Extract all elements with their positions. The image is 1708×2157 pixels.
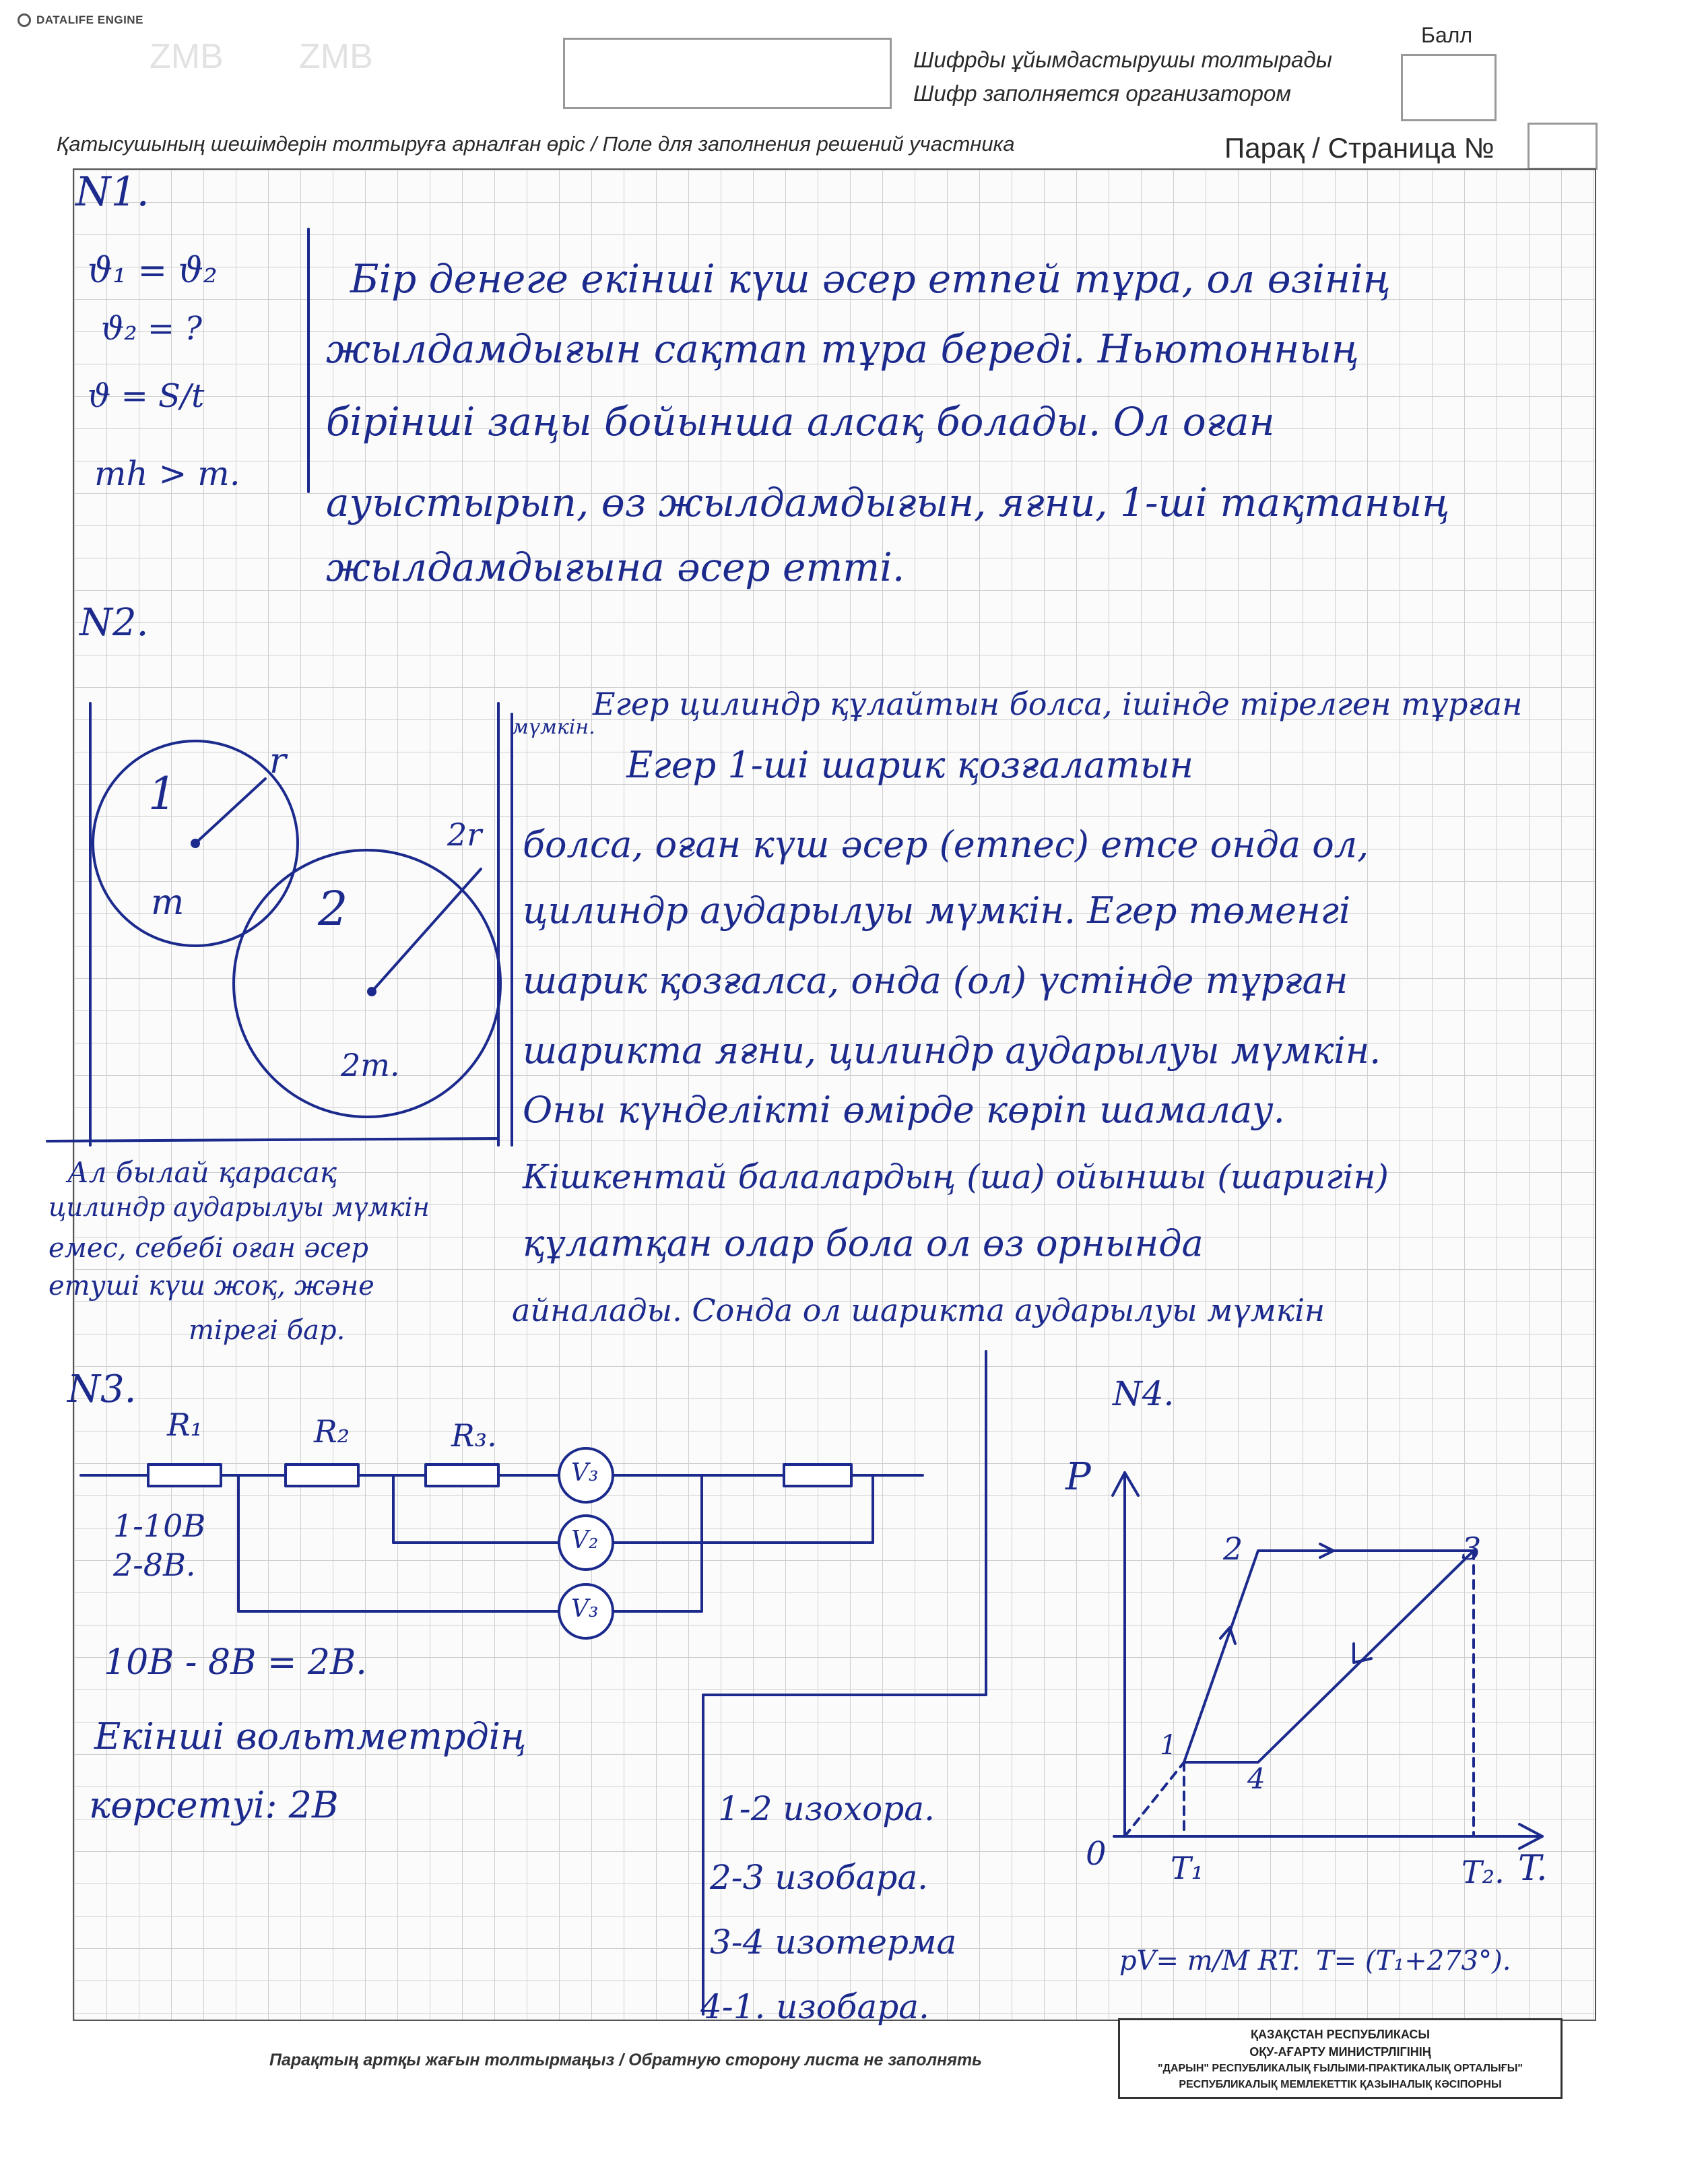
ball-2-center (368, 988, 375, 995)
axis-p-label: P (1065, 1455, 1091, 1499)
task1-given-3: ϑ = S/t (88, 377, 205, 415)
task2-answer-line-9: құлатқан олар бола ол өз орнында (523, 1222, 1204, 1264)
process-1-2: 1-2 изохора. (718, 1789, 935, 1828)
task1-given-1: ϑ₁ = ϑ₂ (88, 251, 218, 291)
task2-answer-line-7: Оны күнделікті өмірде көріп шамалау. (523, 1089, 1285, 1131)
task3-number: N3. (67, 1367, 137, 1411)
t2-label: T₂. (1461, 1854, 1505, 1890)
task2-left-note-2: цилиндр аударылуы мүмкін (48, 1192, 430, 1222)
task2-answer-line-1: Егер цилиндр құлайтын болса, ішінде тірелген тұрған (593, 686, 1523, 722)
ball-1-center (192, 840, 199, 847)
watermark-2: ZMB (299, 37, 373, 76)
resistor-r3 (426, 1464, 498, 1486)
task1-answer-line-1: Бір денеге екінші күш әсер етпей тұра, ол өзінің (350, 256, 1391, 302)
task3-answer-3: көрсетуі: 2В (89, 1784, 339, 1826)
ball-2-radius-label: 2r (447, 816, 482, 853)
origin-label: 0 (1086, 1835, 1107, 1873)
official-stamp: ҚАЗАҚСТАН РЕСПУБЛИКАСЫ ОҚУ-АҒАРТУ МИНИСТРЛІГІНІҢ "ДАРЫН" РЕСПУБЛИКАЛЫҚ ҒЫЛЫМИ-ПРАКТИКАЛЫҚ ОРТАЛЫҒЫ" РЕСПУБЛИКАЛЫҚ МЕМЛЕКЕТТІК ҚАЗЫНАЛЫҚ КӘСІПОРНЫ (1118, 2018, 1563, 2099)
task1-number: N1. (75, 168, 150, 216)
task2-answer-line-10: айналады. Сонда ол шарикта аударылуы мүмкін (512, 1292, 1325, 1328)
process-4-1: 4-1. изобара. (700, 1987, 929, 2026)
ball-1-label: 1 (148, 768, 176, 820)
resistor-r4 (784, 1464, 851, 1486)
task1-answer-line-3: бірінші заңы бойынша алсақ болады. Ол оған (326, 399, 1275, 445)
task1-answer-line-2: жылдамдығын сақтап тұра береді. Ньютонның (326, 326, 1359, 372)
task2-answer-line-6: шарикта яғни, цилиндр аударылуы мүмкін. (523, 1029, 1381, 1072)
ball-1-radius (195, 779, 265, 843)
point-4-label: 4 (1247, 1762, 1266, 1795)
point-2-label: 2 (1223, 1531, 1243, 1567)
process-2-3: 2-3 изобара. (710, 1858, 929, 1897)
resistor-r1 (148, 1464, 221, 1486)
task2-number: N2. (79, 601, 149, 645)
task2-answer-line-3: болса, оған күш әсер (етпес) етсе онда ол, (523, 823, 1369, 866)
task4-number: N4. (1113, 1374, 1175, 1413)
task2-left-note-3: емес, себебі оған әсер (48, 1233, 368, 1264)
point-3-label: 3 (1461, 1531, 1482, 1567)
resistor-r1-label: R₁ (167, 1407, 203, 1443)
task3-given-1: 1-10В (113, 1508, 206, 1544)
t1-label: T₁ (1171, 1850, 1204, 1886)
task2-answer-line-4: цилиндр аударылуы мүмкін. Егер төменгі (523, 889, 1351, 932)
back-side-note: Парақтың артқы жағын толтырмаңыз / Обратную сторону листа не заполнять (269, 2051, 983, 2069)
task1-given-4: mh > m. (94, 454, 240, 493)
axis-t-label: T. (1518, 1848, 1548, 1889)
cycle-path (1184, 1551, 1474, 1762)
page-number-label: Парақ / Страница № (1224, 132, 1494, 164)
task2-left-note-5: тірегі бар. (189, 1315, 346, 1346)
point-1-label: 1 (1160, 1730, 1177, 1761)
cipher-kz-label: Шифрды ұйымдастырушы толтырады (913, 47, 1332, 72)
voltmeter-bottom-label: V₃ (571, 1595, 599, 1623)
ball-1-radius-label: r (269, 741, 286, 781)
resistor-r3-label: R₃. (451, 1417, 497, 1454)
formula-temperature: T= (T₁+273°). (1316, 1945, 1511, 1976)
ball-2-mass-label: 2m. (341, 1047, 400, 1083)
task2-left-note-4: етуші күш жоқ, және (48, 1270, 374, 1301)
voltmeter-top-label: V₃ (571, 1459, 599, 1487)
task1-answer-line-5: жылдамдығына әсер етті. (326, 544, 905, 590)
task3-given-2: 2-8В. (113, 1547, 196, 1583)
task2-left-note-1: Ал былай қарасақ (67, 1156, 337, 1189)
task2-answer-line-8: Кішкентай балалардың (ша) ойыншы (шаригін) (523, 1157, 1389, 1196)
task1-given-2: ϑ₂ = ? (101, 310, 203, 348)
solution-field-title: Қатысушының шешімдерін толтыруға арналған өріс / Поле для заполнения решений участника (57, 132, 1015, 156)
cipher-ru-label: Шифр заполняется организатором (913, 81, 1291, 106)
task3-answer-2: Екінші вольтметрдің (94, 1715, 527, 1758)
process-3-4: 3-4 изотерма (710, 1923, 957, 1962)
watermark-1: ZMB (150, 37, 224, 76)
voltmeter-mid-label: V₂ (571, 1526, 599, 1554)
task2-side-note: мүмкін. (512, 715, 595, 739)
score-label: Балл (1421, 23, 1473, 47)
ball-1-mass-label: m (151, 882, 185, 923)
cylinder-floor (47, 1138, 498, 1141)
resistor-r2-label: R₂ (314, 1413, 350, 1450)
engine-logo: DATALIFE ENGINE (18, 13, 143, 27)
resistor-r2 (286, 1464, 358, 1486)
task3-answer-1: 10В - 8В = 2В. (104, 1642, 367, 1683)
formula-ideal-gas: pV= m/M RT. (1119, 1945, 1301, 1976)
task1-answer-line-4: ауыстырып, өз жылдамдығын, яғни, 1-ші тақтаның (326, 480, 1450, 525)
ball-2-radius (372, 869, 481, 992)
task2-answer-line-5: шарик қозғалса, онда (ол) үстінде тұрған (523, 959, 1348, 1002)
ball-2-label: 2 (318, 881, 348, 936)
task2-answer-line-2: Егер 1-ші шарик қозғалатын (626, 744, 1194, 786)
